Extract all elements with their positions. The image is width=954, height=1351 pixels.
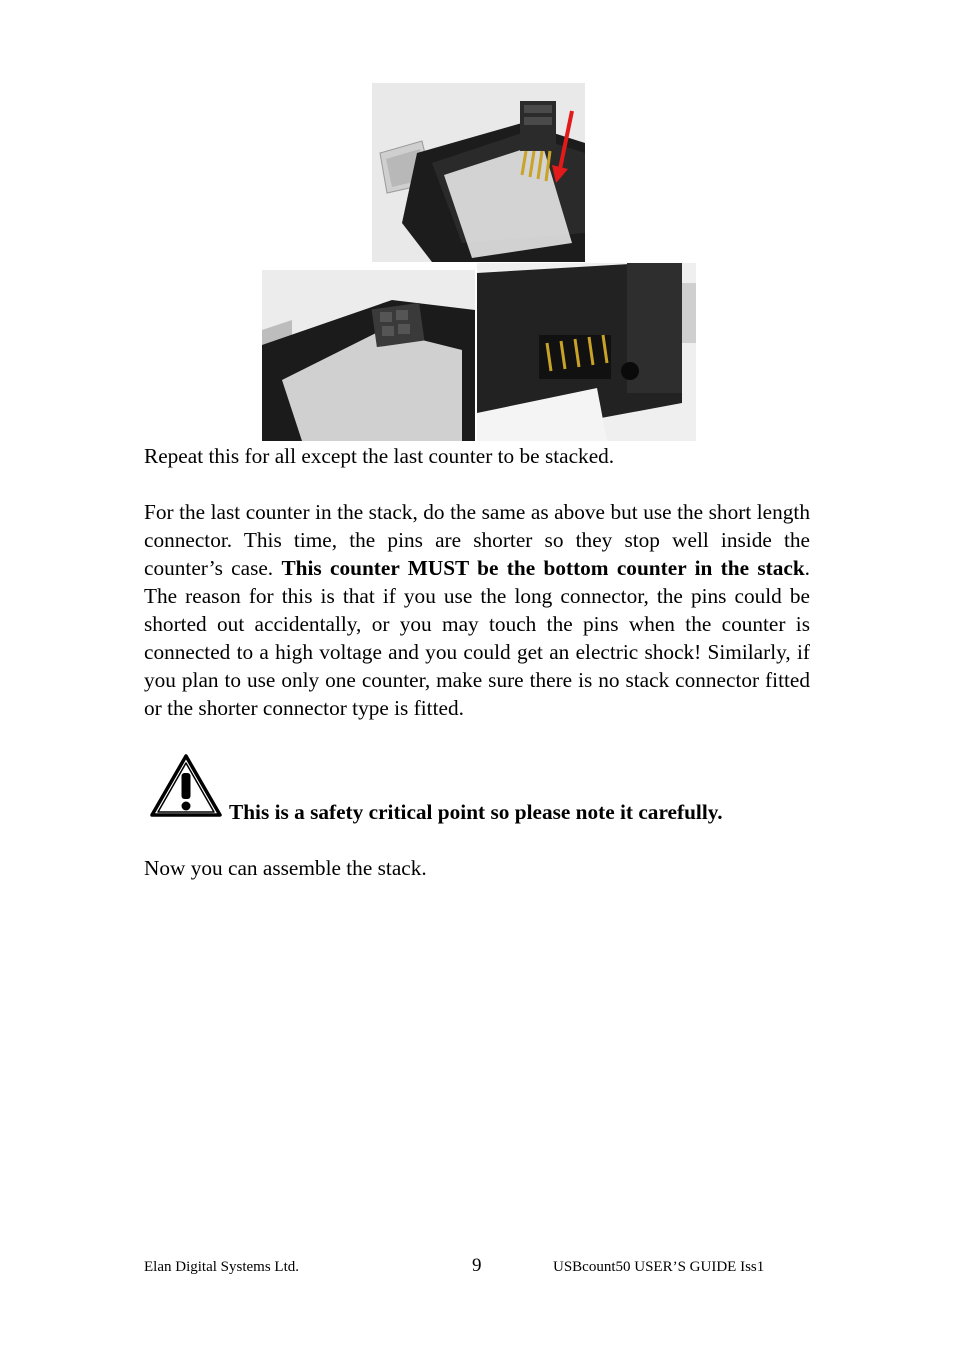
paragraph-assemble: Now you can assemble the stack. [144, 856, 427, 880]
paragraph-last-counter-bold: This counter MUST be the bottom counter in the stack [281, 556, 805, 580]
bottom-right-photo [477, 263, 696, 441]
paragraph-last-counter-text-a: For the last counter in the stack, do the same as above but use the short length connector. This time, the pins are shorter so they stop well inside the counter’s case. [144, 500, 810, 580]
footer-company: Elan Digital Systems Ltd. [144, 1259, 299, 1275]
top-photo [372, 83, 585, 262]
footer-page-number: 9 [472, 1255, 482, 1276]
exclamation-triangle-icon [149, 753, 223, 819]
paragraph-last-counter-text-b: . The reason for this is that if you use the long connector, the pins could be shorted out accidentally, or you may touch the pins when the counter is connected to a high voltage and you could get an electric shock! Similarly, if you plan to use only one counter, make sure there is no stack connector fitted or the shorter connector type is fitted. [144, 556, 810, 720]
bottom-left-photo [262, 270, 475, 441]
safety-warning-text: This is a safety critical point so please note it carefully. [229, 800, 723, 824]
footer-document-title: USBcount50 USER’S GUIDE Iss1 [553, 1259, 765, 1275]
paragraph-repeat: Repeat this for all except the last counter to be stacked. [144, 444, 615, 468]
paragraph-last-counter [144, 498, 810, 722]
